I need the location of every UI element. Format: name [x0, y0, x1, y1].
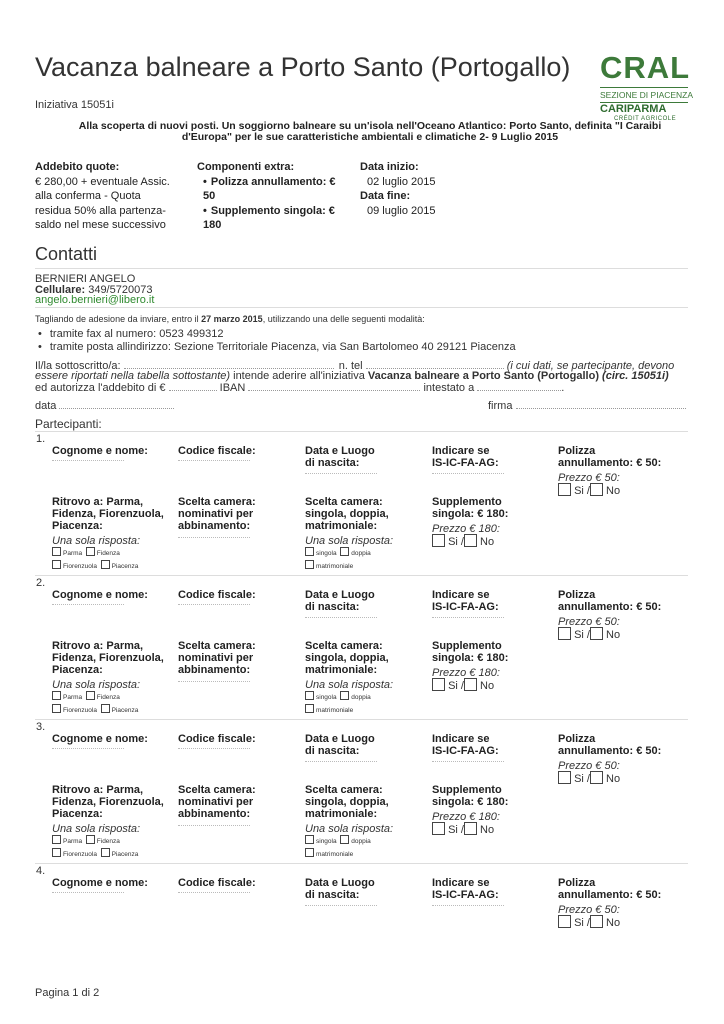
insurance-label: [558, 589, 661, 613]
fiscal-code-label: Codice fiscale:: [178, 877, 256, 889]
initiative-code: Iniziativa 15051i: [35, 99, 114, 111]
parma-label: Parma: [63, 838, 83, 845]
double-room-checkbox[interactable]: [340, 547, 349, 556]
insurance-label-line: Polizza: [558, 445, 596, 457]
no-label: No: [480, 824, 495, 836]
surname-name-field[interactable]: [52, 748, 124, 749]
extra-item: • Supplemento singola: €: [203, 204, 347, 219]
roommate-label: [178, 496, 256, 532]
category-label-line: Indicare se: [432, 445, 490, 457]
logo-bank-sub: CRÉDIT AGRICOLE: [614, 116, 677, 122]
adhesion-circ: (circ. 15051i): [602, 370, 669, 382]
matrimonial-room-label: matrimoniale: [316, 851, 354, 858]
extra-item-value: 180: [203, 219, 222, 231]
birth-label: [305, 445, 375, 469]
surname-name-field[interactable]: [52, 892, 124, 893]
single-answer-note: Una sola risposta:: [52, 679, 141, 691]
meeting-label-line: Ritrovo a: Parma,: [52, 784, 144, 796]
meeting-options: [52, 835, 138, 861]
room-type-label-line: singola, doppia,: [305, 508, 389, 520]
contact-block: [35, 274, 154, 306]
birth-field[interactable]: [305, 905, 377, 906]
insurance-label: [558, 445, 661, 469]
insurance-yes-checkbox[interactable]: [558, 483, 571, 496]
intro-line: d'Europa" per le sue caratteristiche ambientali e climatiche 2- 9 Luglio 2015: [181, 131, 559, 143]
date-label: data: [35, 400, 57, 412]
matrimonial-room-label: matrimoniale: [316, 707, 354, 714]
supplement-no-checkbox[interactable]: [464, 822, 477, 835]
category-field[interactable]: [432, 905, 504, 906]
subscriber-name-field[interactable]: [124, 359, 334, 369]
payment-line: ed autorizza l'addebito di € IBAN intestato a .: [35, 382, 565, 394]
yes-label: Si /: [574, 629, 590, 641]
room-type-label: [305, 640, 389, 676]
fiscal-code-label: Codice fiscale:: [178, 589, 256, 601]
birth-field[interactable]: [305, 761, 377, 762]
fiorenzuola-checkbox[interactable]: [52, 848, 61, 857]
insurance-choice: [558, 771, 620, 785]
surname-name-label: Cognome e nome:: [52, 445, 148, 457]
category-label: [432, 445, 499, 469]
parma-label: Parma: [63, 694, 83, 701]
yes-label: Si /: [574, 485, 590, 497]
room-type-label: [305, 496, 389, 532]
insurance-label-line: Polizza: [558, 733, 596, 745]
single-room-label: singola: [316, 694, 337, 701]
contact-name: BERNIERI ANGELO: [35, 273, 136, 285]
fiscal-code-field[interactable]: [178, 748, 250, 749]
roommate-label-line: Scelta camera:: [178, 496, 256, 508]
birth-field[interactable]: [305, 473, 377, 474]
fiorenzuola-label: Fiorenzuola: [63, 707, 97, 714]
roommate-label-line: Scelta camera:: [178, 784, 256, 796]
signature-field[interactable]: [516, 399, 686, 409]
surname-name-label: Cognome e nome:: [52, 877, 148, 889]
piacenza-label: Piacenza: [111, 707, 139, 714]
double-room-label: doppia: [351, 694, 371, 701]
piacenza-label: Piacenza: [111, 563, 139, 570]
insurance-no-checkbox[interactable]: [590, 771, 603, 784]
phone-field[interactable]: [366, 359, 504, 369]
room-type-label-line: singola, doppia,: [305, 796, 389, 808]
insurance-yes-checkbox[interactable]: [558, 915, 571, 928]
cral-logo: [596, 50, 692, 125]
single-answer-note: Una sola risposta:: [305, 679, 394, 691]
end-value: 09 luglio 2015: [367, 204, 436, 217]
extra-label: Componenti extra:: [197, 161, 295, 173]
room-type-label-line: matrimoniale:: [305, 520, 378, 532]
fidenza-checkbox[interactable]: [86, 835, 95, 844]
notice-date: 27 marzo 2015: [201, 314, 263, 324]
insurance-no-checkbox[interactable]: [590, 483, 603, 496]
room-type-label-line: matrimoniale:: [305, 664, 378, 676]
signature-label: firma: [488, 400, 513, 412]
holder-field[interactable]: [477, 381, 561, 391]
surname-name-field[interactable]: [52, 460, 124, 461]
subscriber-label: Il/la sottoscritto/a:: [35, 360, 121, 372]
addebito-line: € 280,00 + eventuale Assic.: [35, 175, 170, 188]
insurance-price: Prezzo € 50:: [558, 760, 620, 772]
fidenza-label: Fidenza: [96, 838, 120, 845]
meeting-label-line: Fidenza, Fiorenzuola,: [52, 652, 164, 664]
matrimonial-room-label: matrimoniale: [316, 563, 354, 570]
supplement-choice: [432, 678, 494, 692]
category-field[interactable]: [432, 617, 504, 618]
double-room-label: doppia: [351, 550, 371, 557]
birth-label-line: Data e Luogo: [305, 733, 375, 745]
page-number: Pagina 1 di 2: [35, 987, 100, 999]
addebito-line: residua 50% alla partenza-: [35, 204, 166, 217]
divider: [35, 431, 688, 432]
divider: [35, 307, 688, 308]
yes-label: Si /: [448, 680, 464, 692]
category-label: [432, 589, 499, 613]
start-value: 02 luglio 2015: [367, 175, 436, 188]
no-label: No: [606, 485, 621, 497]
parma-label: Parma: [63, 550, 83, 557]
single-room-label: singola: [316, 838, 337, 845]
parma-checkbox[interactable]: [52, 835, 61, 844]
participants-heading: Partecipanti:: [35, 417, 102, 431]
birth-field[interactable]: [305, 617, 377, 618]
birth-label-line: di nascita:: [305, 601, 360, 613]
addebito-section: [35, 160, 185, 233]
roommate-label-line: abbinamento:: [178, 808, 251, 820]
roommate-label: [178, 640, 256, 676]
birth-label: [305, 589, 375, 613]
surname-name-label: Cognome e nome:: [52, 589, 148, 601]
yes-label: Si /: [448, 536, 464, 548]
fiscal-code-field[interactable]: [178, 892, 250, 893]
insurance-label: [558, 733, 661, 757]
data-note: (i cui dati, se partecipante, devono: [506, 360, 675, 372]
category-label-line: Indicare se: [432, 733, 490, 745]
supplement-label: [432, 496, 508, 520]
addebito-label: Addebito quote:: [35, 161, 120, 173]
roommate-field[interactable]: [178, 825, 250, 826]
notice: [35, 314, 425, 324]
piacenza-checkbox[interactable]: [101, 848, 110, 857]
meeting-options: [52, 691, 138, 717]
insurance-label-line: annullamento: € 50:: [558, 745, 662, 757]
yes-label: Si /: [448, 824, 464, 836]
notice-text: Tagliando de adesione da inviare, entro il: [35, 314, 199, 324]
room-options: [305, 547, 371, 573]
holder-label: intestato a: [423, 382, 475, 394]
supplement-label: [432, 640, 508, 664]
logo-cral-text: CRAL: [600, 50, 691, 85]
roommate-label-line: nominativi per: [178, 796, 254, 808]
extra-section: [197, 160, 347, 233]
amount-field[interactable]: [169, 381, 217, 391]
roommate-label: [178, 784, 256, 820]
meeting-label-line: Piacenza:: [52, 520, 103, 532]
matrimonial-room-checkbox[interactable]: [305, 560, 314, 569]
supplement-no-checkbox[interactable]: [464, 678, 477, 691]
meeting-label-line: Piacenza:: [52, 664, 103, 676]
no-label: No: [606, 917, 621, 929]
meeting-label-line: Fidenza, Fiorenzuola,: [52, 508, 164, 520]
dates-section: [360, 160, 480, 218]
insurance-choice: [558, 483, 620, 497]
double-room-checkbox[interactable]: [340, 835, 349, 844]
roommate-field[interactable]: [178, 681, 250, 682]
no-label: No: [480, 680, 495, 692]
room-type-label: [305, 784, 389, 820]
category-label-line: IS-IC-FA-AG:: [432, 457, 499, 469]
supplement-yes-checkbox[interactable]: [432, 822, 445, 835]
divider: [35, 719, 688, 720]
roommate-label-line: abbinamento:: [178, 520, 251, 532]
fiscal-code-field[interactable]: [178, 460, 250, 461]
birth-label: [305, 877, 375, 901]
signature-line: [488, 399, 686, 412]
roommate-label-line: Scelta camera:: [178, 640, 256, 652]
single-answer-note: Una sola risposta:: [305, 823, 394, 835]
fiorenzuola-checkbox[interactable]: [52, 560, 61, 569]
insurance-label-line: annullamento: € 50:: [558, 457, 662, 469]
parma-checkbox[interactable]: [52, 691, 61, 700]
room-options: [305, 691, 371, 717]
category-label: [432, 877, 499, 901]
date-line: [35, 399, 174, 412]
insurance-price: Prezzo € 50:: [558, 616, 620, 628]
iban-label: IBAN: [219, 382, 246, 394]
piacenza-checkbox[interactable]: [101, 704, 110, 713]
birth-label-line: di nascita:: [305, 889, 360, 901]
meeting-label: [52, 640, 164, 676]
insurance-label: [558, 877, 661, 901]
single-answer-note: Una sola risposta:: [52, 535, 141, 547]
meeting-label-line: Ritrovo a: Parma,: [52, 496, 144, 508]
no-label: No: [606, 773, 621, 785]
room-type-label-line: Scelta camera:: [305, 640, 383, 652]
addebito-line: saldo nel mese successivo: [35, 219, 166, 231]
supplement-price: Prezzo € 180:: [432, 523, 500, 535]
page-title: Vacanza balneare a Porto Santo (Portogallo): [35, 52, 571, 82]
matrimonial-room-checkbox[interactable]: [305, 848, 314, 857]
adhesion-note: essere riportati nella tabella sottostante): [35, 370, 231, 382]
meeting-label-line: Fidenza, Fiorenzuola,: [52, 796, 164, 808]
supplement-label: [432, 784, 508, 808]
logo-divider: [600, 87, 688, 88]
phone-value: 349/5720073: [88, 283, 153, 296]
category-label-line: Indicare se: [432, 877, 490, 889]
yes-label: Si /: [574, 773, 590, 785]
surname-name-label: Cognome e nome:: [52, 733, 148, 745]
participant-number: 3.: [36, 721, 46, 733]
roommate-field[interactable]: [178, 537, 250, 538]
divider: [35, 863, 688, 864]
supplement-price: Prezzo € 180:: [432, 811, 500, 823]
contacts-heading: Contatti: [35, 244, 98, 264]
fiorenzuola-checkbox[interactable]: [52, 704, 61, 713]
fiscal-code-field[interactable]: [178, 604, 250, 605]
fidenza-checkbox[interactable]: [86, 691, 95, 700]
divider: [35, 575, 688, 576]
adhesion-text: intende aderire all'iniziativa: [233, 370, 365, 382]
supplement-yes-checkbox[interactable]: [432, 534, 445, 547]
roommate-label-line: abbinamento:: [178, 664, 251, 676]
insurance-no-checkbox[interactable]: [590, 627, 603, 640]
supplement-choice: [432, 534, 494, 548]
no-label: No: [606, 629, 621, 641]
email-link[interactable]: angelo.bernieri@libero.it: [35, 294, 155, 306]
end-label: Data fine:: [360, 190, 411, 202]
no-label: No: [480, 536, 495, 548]
insurance-choice: [558, 915, 620, 929]
meeting-label-line: Ritrovo a: Parma,: [52, 640, 144, 652]
supplement-no-checkbox[interactable]: [464, 534, 477, 547]
addebito-line: alla conferma - Quota: [35, 190, 141, 202]
fiscal-code-label: Codice fiscale:: [178, 733, 256, 745]
yes-label: Si /: [574, 917, 590, 929]
logo-section: SEZIONE DI PIACENZA: [600, 90, 694, 100]
birth-label-line: di nascita:: [305, 745, 360, 757]
method-item: • tramite fax al numero: 0523 499312: [38, 328, 516, 341]
divider: [35, 268, 688, 269]
insurance-price: Prezzo € 50:: [558, 904, 620, 916]
piacenza-checkbox[interactable]: [101, 560, 110, 569]
roommate-label-line: nominativi per: [178, 652, 254, 664]
start-label: Data inizio:: [360, 161, 419, 173]
birth-label-line: Data e Luogo: [305, 445, 375, 457]
category-label: [432, 733, 499, 757]
room-options: [305, 835, 371, 861]
insurance-label-line: annullamento: € 50:: [558, 601, 662, 613]
participant-number: 4.: [36, 865, 46, 877]
birth-label-line: di nascita:: [305, 457, 360, 469]
supplement-price: Prezzo € 180:: [432, 667, 500, 679]
room-type-label-line: matrimoniale:: [305, 808, 378, 820]
category-field[interactable]: [432, 761, 504, 762]
insurance-price: Prezzo € 50:: [558, 472, 620, 484]
category-label-line: IS-IC-FA-AG:: [432, 745, 499, 757]
notice-text: , utilizzando una delle seguenti modalità:: [262, 314, 425, 324]
room-type-label-line: Scelta camera:: [305, 496, 383, 508]
meeting-label-line: Piacenza:: [52, 808, 103, 820]
single-room-label: singola: [316, 550, 337, 557]
phone-label: Cellulare:: [35, 283, 86, 296]
supplement-label-line: singola: € 180:: [432, 508, 509, 520]
category-field[interactable]: [432, 473, 504, 474]
insurance-yes-checkbox[interactable]: [558, 771, 571, 784]
category-label-line: IS-IC-FA-AG:: [432, 601, 499, 613]
meeting-options: [52, 547, 138, 573]
supplement-yes-checkbox[interactable]: [432, 678, 445, 691]
fidenza-label: Fidenza: [96, 550, 120, 557]
double-room-label: doppia: [351, 838, 371, 845]
roommate-label-line: nominativi per: [178, 508, 254, 520]
insurance-yes-checkbox[interactable]: [558, 627, 571, 640]
single-answer-note: Una sola risposta:: [52, 823, 141, 835]
supplement-label-line: Supplemento: [432, 784, 502, 796]
insurance-label-line: Polizza: [558, 589, 596, 601]
supplement-label-line: singola: € 180:: [432, 652, 509, 664]
birth-label-line: Data e Luogo: [305, 877, 375, 889]
single-room-checkbox[interactable]: [305, 547, 314, 556]
date-field[interactable]: [59, 399, 174, 409]
fiorenzuola-label: Fiorenzuola: [63, 851, 97, 858]
method-item: • tramite posta allindirizzo: Sezione Territoriale Piacenza, via San Bartolomeo 40 29121 Piacenza: [38, 341, 516, 354]
phone-field-label: n. tel: [338, 360, 363, 372]
intro-text: [50, 121, 690, 143]
adhesion-title: Vacanza balneare a Porto Santo (Portogallo): [367, 370, 599, 382]
surname-name-field[interactable]: [52, 604, 124, 605]
fidenza-label: Fidenza: [96, 694, 120, 701]
amount-label: ed autorizza l'addebito di €: [35, 382, 166, 394]
piacenza-label: Piacenza: [111, 851, 139, 858]
fidenza-checkbox[interactable]: [86, 547, 95, 556]
supplement-label-line: Supplemento: [432, 496, 502, 508]
insurance-no-checkbox[interactable]: [590, 915, 603, 928]
fiscal-code-label: Codice fiscale:: [178, 445, 256, 457]
intro-line: Alla scoperta di nuovi posti. Un soggiorno balneare su un'isola nell'Oceano Atlantico: Porto Santo, definita "I Caraibi: [78, 120, 662, 132]
room-type-label-line: Scelta camera:: [305, 784, 383, 796]
insurance-label-line: annullamento: € 50:: [558, 889, 662, 901]
birth-label: [305, 733, 375, 757]
extra-item-value: 50: [203, 190, 216, 202]
meeting-label: [52, 496, 164, 532]
supplement-label-line: singola: € 180:: [432, 796, 509, 808]
parma-checkbox[interactable]: [52, 547, 61, 556]
insurance-choice: [558, 627, 620, 641]
single-room-checkbox[interactable]: [305, 691, 314, 700]
iban-field[interactable]: [248, 381, 420, 391]
matrimonial-room-checkbox[interactable]: [305, 704, 314, 713]
category-label-line: Indicare se: [432, 589, 490, 601]
supplement-choice: [432, 822, 494, 836]
single-answer-note: Una sola risposta:: [305, 535, 394, 547]
extra-item: • Polizza annullamento: €: [203, 175, 347, 190]
category-label-line: IS-IC-FA-AG:: [432, 889, 499, 901]
meeting-label: [52, 784, 164, 820]
birth-label-line: Data e Luogo: [305, 589, 375, 601]
single-room-checkbox[interactable]: [305, 835, 314, 844]
participant-number: 1.: [36, 433, 46, 445]
methods-list: [38, 328, 516, 354]
room-type-label-line: singola, doppia,: [305, 652, 389, 664]
participant-number: 2.: [36, 577, 46, 589]
fiorenzuola-label: Fiorenzuola: [63, 563, 97, 570]
insurance-label-line: Polizza: [558, 877, 596, 889]
double-room-checkbox[interactable]: [340, 691, 349, 700]
supplement-label-line: Supplemento: [432, 640, 502, 652]
logo-bank: CARIPARMA: [600, 103, 667, 115]
